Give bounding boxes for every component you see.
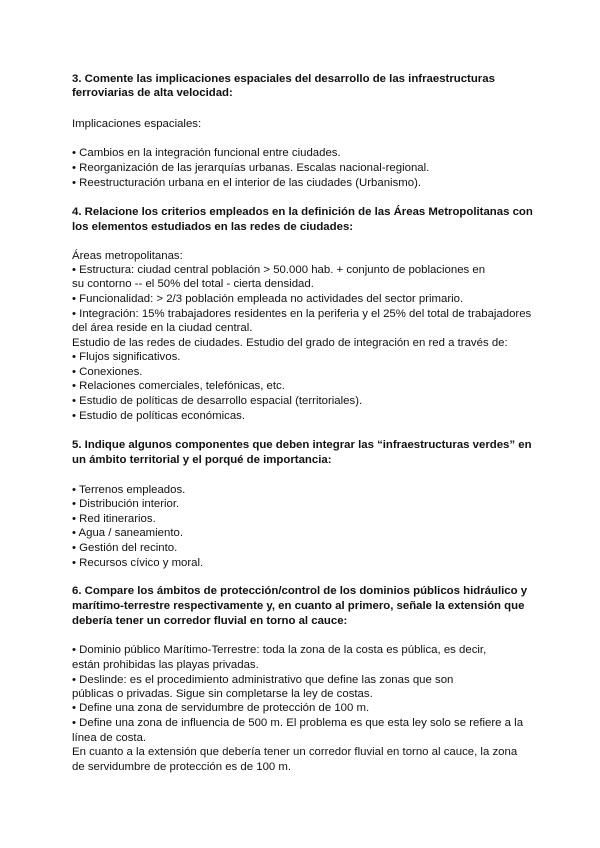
q4-line: del área reside en la ciudad central. (72, 322, 253, 334)
q6-line: • Deslinde: es el procedimiento administrativo que define las zonas que son (72, 674, 454, 686)
q6-line: En cuanto a la extensión que debería tener un corredor fluvial en torno al cauce, la zona (72, 746, 518, 758)
q5-bullet: • Recursos cívico y moral. (72, 557, 204, 569)
q4-line: su contorno -- el 50% del total - cierta densidad. (72, 278, 314, 290)
q6-line: • Dominio público Marítimo-Terrestre: toda la zona de la costa es pública, es decir, (72, 644, 487, 656)
q5-heading-line-1: 5. Indique algunos componentes que deben integrar las “infraestructuras verdes” en (72, 439, 532, 451)
q6-line: públicas o privadas. Sigue sin completarse la ley de costas. (72, 688, 373, 700)
q4-line: • Flujos significativos. (72, 351, 181, 363)
q4-line: • Funcionalidad: > 2/3 población empleada no actividades del sector primario. (72, 293, 464, 305)
q4-heading-line-1: 4. Relacione los criterios empleados en la definición de las Áreas Metropolitanas con (72, 206, 533, 218)
q3-bullet: • Cambios en la integración funcional entre ciudades. (72, 147, 341, 159)
q5-heading-line-2: un ámbito territorial y el porqué de importancia: (72, 454, 332, 466)
q4-line: • Estudio de políticas económicas. (72, 410, 246, 422)
q4-line: • Integración: 15% trabajadores residentes en la periferia y el 25% del total de trabajadores (72, 308, 532, 320)
q5-bullet: • Gestión del recinto. (72, 542, 178, 554)
q6-line: línea de costa. (72, 732, 147, 744)
q6-line: • Define una zona de servidumbre de protección de 100 m. (72, 702, 370, 714)
q6-heading-line-2: marítimo-terrestre respectivamente y, en cuanto al primero, señale la extensión que (72, 600, 525, 612)
q6-line: están prohibidas las playas privadas. (72, 659, 259, 671)
q5-bullet: • Terrenos empleados. (72, 484, 186, 496)
q6-heading-line-1: 6. Compare los ámbitos de protección/control de los dominios públicos hidráulico y (72, 585, 528, 597)
q4-line: • Conexiones. (72, 366, 143, 378)
q5-bullet: • Distribución interior. (72, 498, 180, 510)
q4-line: • Estudio de políticas de desarrollo espacial (territoriales). (72, 395, 363, 407)
q4-line: Estudio de las redes de ciudades. Estudio del grado de integración en red a través de: (72, 337, 508, 349)
q3-intro: Implicaciones espaciales: (72, 118, 202, 130)
q3-bullet: • Reestructuración urbana en el interior de las ciudades (Urbanismo). (72, 177, 422, 189)
q3-bullet: • Reorganización de las jerarquías urbanas. Escalas nacional-regional. (72, 162, 430, 174)
q5-bullet: • Red itinerarios. (72, 513, 156, 525)
q3-heading-line-1: 3. Comente las implicaciones espaciales del desarrollo de las infraestructuras (72, 73, 495, 85)
q5-bullet: • Agua / saneamiento. (72, 527, 184, 539)
q6-heading-line-3: debería tener un corredor fluvial en torno al cauce: (72, 615, 348, 627)
q3-heading-line-2: ferroviarias de alta velocidad: (72, 87, 233, 99)
q6-line: de servidumbre de protección es de 100 m. (72, 761, 292, 773)
q4-heading-line-2: los elementos estudiados en las redes de ciudades: (72, 221, 354, 233)
q4-line: Áreas metropolitanas: (72, 250, 183, 262)
q4-line: • Relaciones comerciales, telefónicas, etc. (72, 380, 285, 392)
q6-line: • Define una zona de influencia de 500 m. El problema es que esta ley solo se refiere a la (72, 717, 524, 729)
q4-line: • Estructura: ciudad central población > 50.000 hab. + conjunto de poblaciones en (72, 264, 486, 276)
